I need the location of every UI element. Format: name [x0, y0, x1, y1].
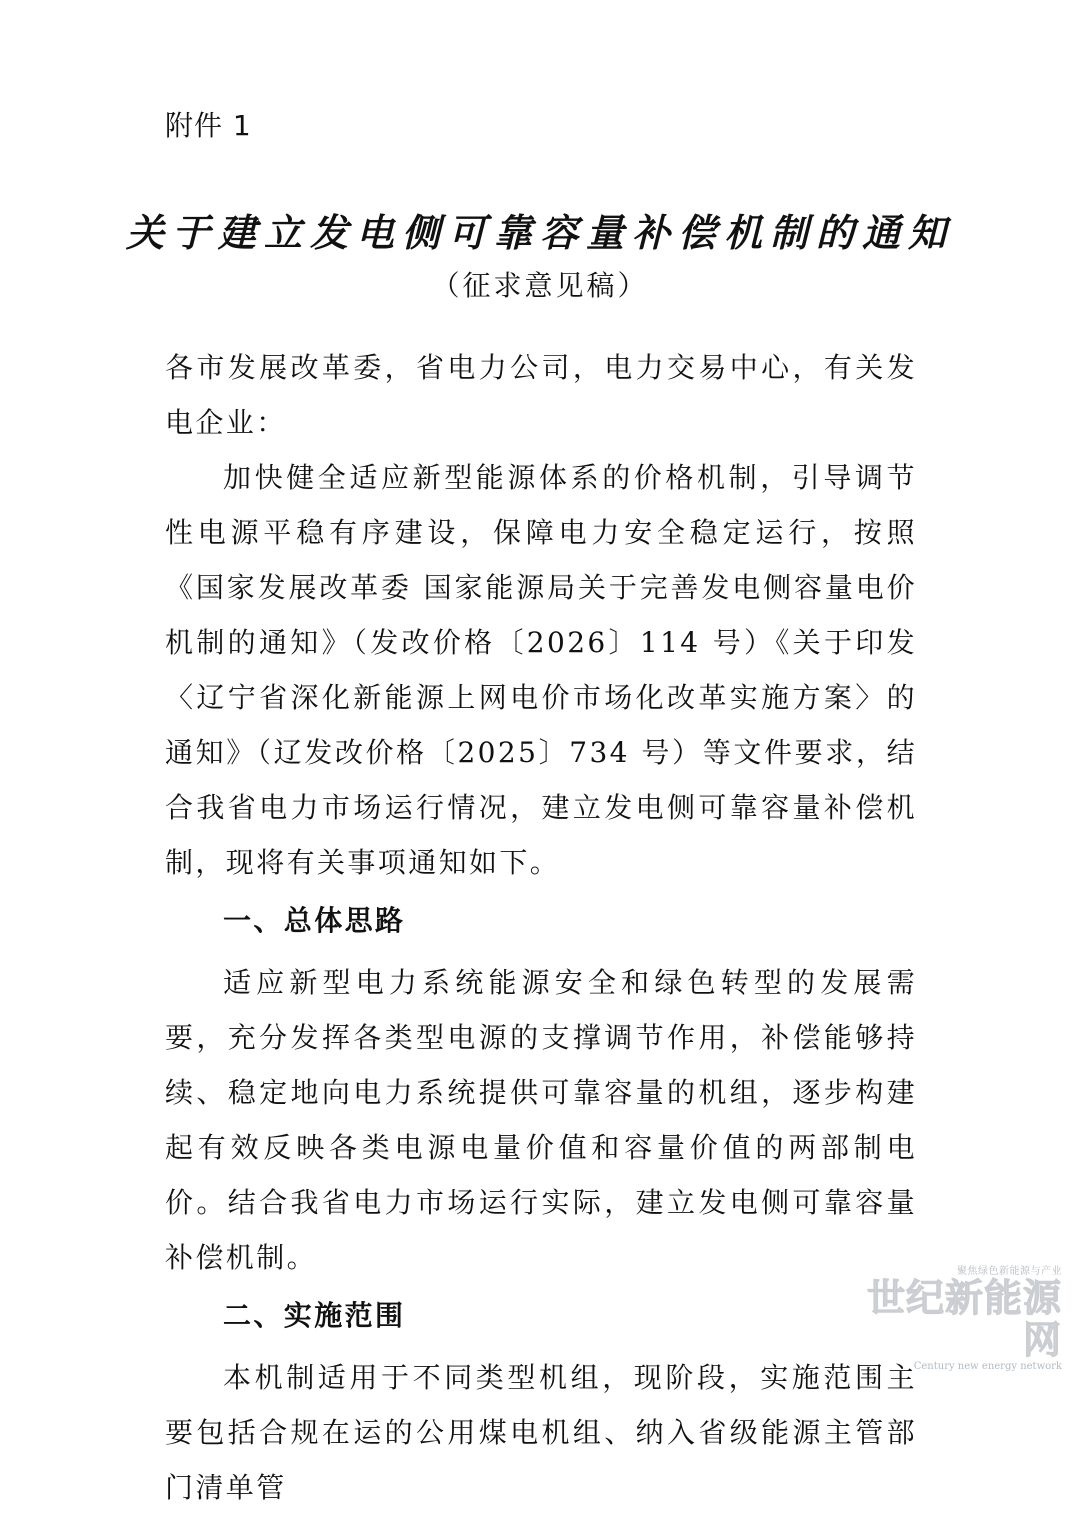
section-heading-overall: 一、总体思路: [223, 904, 406, 937]
section-heading-scope: 二、实施范围: [223, 1299, 406, 1332]
watermark-english: Century new energy network: [913, 1361, 1062, 1372]
section-paragraph-scope: 本机制适用于不同类型机组，现阶段，实施范围主要包括合规在运的公用煤电机组、纳入省级能源主管部门清单管: [165, 1361, 917, 1504]
document-subtitle: （征求意见稿）: [431, 269, 649, 302]
watermark-logo: 世纪新能源网: [866, 1275, 1062, 1362]
intro-paragraph: 加快健全适应新型能源体系的价格机制，引导调节性电源平稳有序建设，保障电力安全稳定运行，按照《国家发展改革委 国家能源局关于完善发电侧容量电价机制的通知》（发改价格〔2026〕114 号）《关于印发〈辽宁省深化新能源上网电价市场化改革实施方案〉的通知》（辽发改价格〔2025〕734 号）等文件要求，结合我省电力市场运行情况，建立发电侧可靠容量补偿机制，现将有关事项通知如下。: [165, 461, 917, 879]
attachment-label: 附件 1: [165, 109, 252, 142]
watermark-slogan: 聚焦绿色新能源与产业: [957, 1266, 1062, 1277]
section-paragraph-overall: 适应新型电力系统能源安全和绿色转型的发展需要，充分发挥各类型电源的支撑调节作用，补偿能够持续、稳定地向电力系统提供可靠容量的机组，逐步构建起有效反映各类电源电量价值和容量价值的两部制电价。结合我省电力市场运行实际，建立发电侧可靠容量补偿机制。: [165, 966, 917, 1274]
watermark: [862, 1262, 1062, 1372]
document-title: 关于建立发电侧可靠容量补偿机制的通知: [125, 210, 954, 255]
addressee: 各市发展改革委，省电力公司，电力交易中心，有关发电企业：: [165, 351, 917, 439]
document-body: [165, 340, 917, 1515]
